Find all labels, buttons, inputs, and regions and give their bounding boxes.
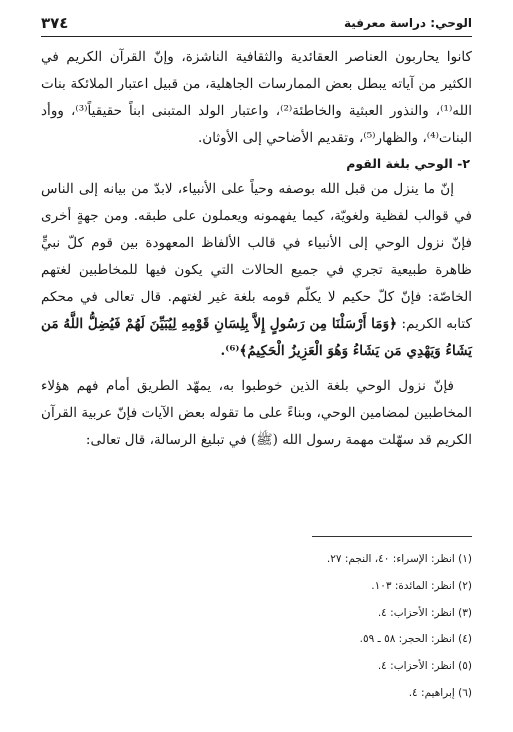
footnote-3: (٣) انظر: الأحزاب: ٤. [377,606,472,619]
page-number: ٣٧٤ [41,14,69,32]
paragraph-1: كانوا يحاربون العناصر العقائدية والثقافية الناشزة، وإنّ القرآن الكريم في الكثير من آياته يبطل بعض الممارسات الجاهلية، من قبيل اعتبار الملائكة بنات الله⁽¹⁾، والنذور العبثية والخاطئة⁽²⁾، واعتبار الولد المتبنى ابناً حقيقياً⁽³⁾، ووأد البنات⁽⁴⁾، والظهار⁽⁵⁾، وتقديم الأضاحي إلى الأوثان. [41,49,472,146]
footnotes-list [41,546,472,707]
paragraph-2-text: إنّ ما ينزل من قبل الله بوصفه وحياً على الأنبياء، لابدّ من بيانه إلى الناس في قوالب لفظية ولغويّة، كيما يفهمونه ويعملون على طبقه. ومن جهةٍ أخرى فإنّ نزول الوحي إلى الأنبياء في قالب الألفاظ المعهودة بين قوم كلّ نبيٍّ ظاهرة طبيعية تجري في جميع الحالات التي يكون فيها للمخاطبين لغتهم الخاصّة: فإنّ كلّ حكيم لا يكلّم قومه بلغة غير لغتهم. قال تعالى في محكم كتابه الكريم: [41,181,473,332]
paragraph-3: فإنّ نزول الوحي بلغة الذين خوطبوا به، يمهّد الطريق أمام فهم هؤلاء المخاطبين لمضامين الوحي، وبناءً على ما تقوله بعض الآيات فإنّ عربية القرآن الكريم قد سهّلت مهمة رسول الله (ﷺ) في تبليغ الرسالة، قال تعالى: [41,378,472,448]
footnote-1: (١) انظر: الإسراء: ٤٠، النجم: ٢٧. [326,553,472,565]
footnote-4: (٤) انظر: الحجر: ٥٨ ـ ٥٩. [359,633,472,646]
footnote-2: (٢) انظر: المائدة: ١٠٣. [371,579,472,592]
page-header [41,14,472,37]
main-text [41,44,472,454]
footnote-separator [312,536,472,537]
footnote-5: (٥) انظر: الأحزاب: ٤. [377,660,472,673]
paragraph-2 [41,176,472,365]
quran-verse: ﴿وَمَا أَرْسَلْنَا مِن رَسُولٍ إِلاَّ بِلِسَانِ قَوْمِهِ لِيُبَيِّنَ لَهُمْ فَيُضِلُّ اللَّهُ مَن يَشَاءُ وَيَهْدِي مَن يَشَاءُ وَهُوَ الْعَزِيزُ الْحَكِيمُ﴾⁽⁶⁾. [41,316,472,359]
running-title: الوحي: دراسة معرفية [343,16,472,30]
footnote-6: (٦) إبراهيم: ٤. [408,686,472,699]
section-heading: ٢- الوحي بلغة القوم [346,156,470,171]
